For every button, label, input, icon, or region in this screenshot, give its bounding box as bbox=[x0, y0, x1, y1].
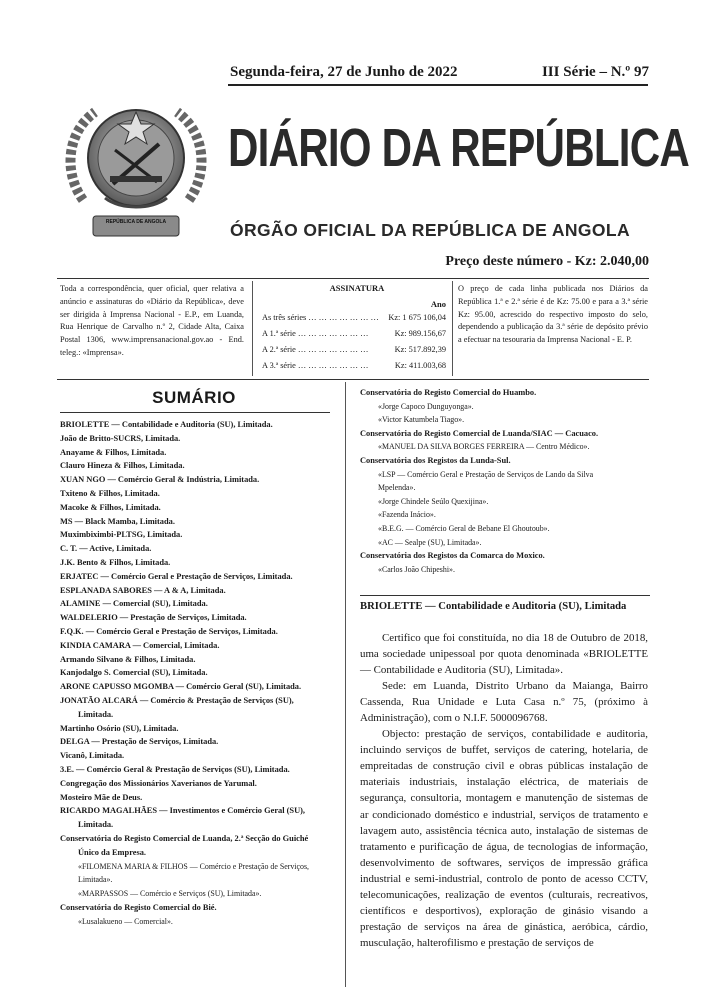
article-paragraph: Sede: em Luanda, Distrito Urbano da Maianga, Bairro Cassenda, Rua Unidade e Luta Casa n.º 75, (próximo à Administração), com o N.I.F. 5000096768. bbox=[360, 680, 648, 725]
list-item: WALDELERIO — Prestação de Serviços, Limitada. bbox=[60, 613, 247, 623]
list-item: JONATÃO ALCARÁ — Comércio & Prestação de Serviços (SU), bbox=[60, 695, 294, 705]
list-item: Martinho Osório (SU), Limitada. bbox=[60, 723, 179, 733]
list-item: Txiteno & Filhos, Limitada. bbox=[60, 488, 160, 498]
subscription-value: Kz: 1 675 106,04 bbox=[388, 313, 446, 322]
sumario-list bbox=[60, 418, 340, 928]
list-item: Muximbiximbi-PLTSG, Limitada. bbox=[60, 530, 183, 540]
subscription-row bbox=[262, 361, 446, 370]
list-item: XUAN NGO — Comércio Geral & Indústria, Limitada. bbox=[60, 475, 260, 485]
list-item: «AC — Sealpe (SU), Limitada». bbox=[378, 537, 482, 547]
list-item: «Jorge Chindele Seúlo Quexijina». bbox=[378, 496, 489, 506]
list-item: C. T. — Active, Limitada. bbox=[60, 544, 152, 554]
sumario-title: SUMÁRIO bbox=[152, 388, 236, 407]
list-item: Macoke & Filhos, Limitada. bbox=[60, 502, 161, 512]
column-divider bbox=[452, 281, 453, 376]
article-paragraph: Objecto: prestação de serviços, contabilidade e auditoria, incluindo serviços de buffet, serviços de catering, hotelaria, de empreitadas de construção civil e obras públicas instalação de materiais industriais, instalação eléctrica, de materiais de segurança, consultoria, montagem e manutenção de sistemas de ar condicionado doméstico e industrial, serviços de tratamento e lavagem auto, assistência técnica auto, instalação de sistemas de tratamento e purificação de água, de tecnologias de informação, desenvolvimento de softwares, serviços de impressão gráfica industrial e semi-industrial, controlo de ponto de acesso CCTV, telecomunicações, realização de eventos (culturais, recreativos, científicos e desportivos), exploração de ginásio visando a prestação de serviços na área de ginástica, aeróbica, cárdio, musculação, halterofilismo e prestação de serviços de bbox=[360, 728, 648, 949]
list-item: MS — Black Mamba, Limitada. bbox=[60, 516, 175, 526]
list-item: ESPLANADA SABORES — A & A, Limitada. bbox=[60, 585, 226, 595]
subscription-dots: … … … … … … … bbox=[297, 329, 369, 338]
subscription-dots: … … … … … … … bbox=[308, 313, 379, 322]
list-item: «Lusalakueno — Comercial». bbox=[78, 916, 173, 926]
article-divider bbox=[360, 595, 650, 596]
subscription-label: A 1.ª série bbox=[262, 329, 296, 338]
list-item: João de Britto-SUCRS, Limitada. bbox=[60, 433, 181, 443]
list-item: «MANUEL DA SILVA BORGES FERREIRA — Centro Médico». bbox=[378, 442, 590, 452]
list-item: Único da Empresa. bbox=[78, 847, 147, 857]
list-item: ALAMINE — Comercial (SU), Limitada. bbox=[60, 599, 208, 609]
subscription-title: ASSINATURA bbox=[329, 283, 385, 293]
list-item: ARONE CAPUSSO MGOMBA — Comércio Geral (SU), Limitada. bbox=[60, 682, 302, 692]
list-item: F.Q.K. — Comércio Geral e Prestação de Serviços, Limitada. bbox=[60, 626, 278, 636]
registry-list bbox=[360, 386, 650, 576]
list-item: «LSP — Comércio Geral e Prestação de Serviços de Lando da Silva bbox=[378, 469, 594, 479]
list-item: DELGA — Prestação de Serviços, Limitada. bbox=[60, 737, 219, 747]
article-paragraph: Certifico que foi constituída, no dia 18 de Outubro de 2018, uma sociedade unipessoal por quota denominada «BRIOLETTE — Contabilidade e Auditoria (SU), Limitada». bbox=[360, 632, 648, 677]
subscription-label: A 3.ª série bbox=[262, 361, 296, 370]
list-item: ERJATEC — Comércio Geral e Prestação de Serviços, Limitada. bbox=[60, 571, 293, 581]
list-item: Mosteiro Mãe de Deus. bbox=[60, 792, 143, 802]
list-item: «Jorge Capoco Dunguyonga». bbox=[378, 401, 474, 411]
list-item: Kanjodalgo S. Comercial (SU), Limitada. bbox=[60, 668, 208, 678]
list-item: «Fazenda Inácio». bbox=[378, 510, 436, 520]
subscription-year-label: Ano bbox=[430, 299, 446, 309]
issue-serie: III Série – N.º 97 bbox=[541, 64, 649, 80]
subscription-row bbox=[262, 329, 446, 338]
list-item: Armando Silvano & Filhos, Limitada. bbox=[60, 654, 196, 664]
subscription-row bbox=[262, 345, 446, 354]
subscription-label: As três séries bbox=[262, 313, 307, 322]
list-item: Conservatória do Registo Comercial de Luanda, 2.ª Secção do Guiché bbox=[60, 833, 309, 843]
subscription-value: Kz: 411.003,68 bbox=[394, 361, 446, 370]
list-item: RICARDO MAGALHÃES — Investimentos e Comércio Geral (SU), bbox=[60, 806, 306, 816]
list-item: J.K. Bento & Filhos, Limitada. bbox=[60, 557, 171, 567]
list-item: Vicanô, Limitada. bbox=[60, 751, 125, 761]
header-divider bbox=[228, 84, 648, 86]
column-divider bbox=[252, 281, 253, 376]
list-item: «B.E.G. — Comércio Geral de Bebane El Ghoutoub». bbox=[378, 523, 550, 533]
subscription-row bbox=[262, 313, 446, 322]
issue-date: Segunda-feira, 27 de Junho de 2022 bbox=[230, 64, 458, 80]
list-item: Clauro Hineza & Filhos, Limitada. bbox=[60, 461, 185, 471]
list-item: Conservatória do Registo Comercial do Bié. bbox=[60, 902, 217, 912]
page-title: DIÁRIO DA REPÚBLICA bbox=[228, 118, 689, 178]
subscription-dots: … … … … … … … bbox=[297, 345, 369, 354]
list-item: 3.E. — Comércio Geral & Prestação de Serviços (SU), Limitada. bbox=[60, 764, 290, 774]
list-item: Mpelenda». bbox=[378, 483, 416, 493]
list-item: Conservatória do Registo Comercial do Huambo. bbox=[360, 388, 537, 397]
emblem-label: REPÚBLICA DE ANGOLA bbox=[105, 219, 167, 225]
list-item: Limitada. bbox=[78, 820, 114, 830]
correspondence-note: Toda a correspondência, quer oficial, quer relativa a anúncio e assinaturas do «Diário da República», deve ser dirigida à Imprensa Nacional - E.P., em Luanda, Rua Henrique de Carvalho n.º 2, Cidade Alta, Caixa Postal 1306, www.imprensanacional.gov.ao - End. teleg.: «Imprensa». bbox=[60, 284, 244, 357]
subscription-dots: … … … … … … … bbox=[297, 361, 369, 370]
list-item: «MARPASSOS — Comércio e Serviços (SU), Limitada». bbox=[78, 889, 262, 899]
column-divider bbox=[345, 382, 346, 987]
list-item: Conservatória do Registo Comercial de Luanda/SIAC — Cacuaco. bbox=[360, 428, 599, 438]
list-item: Conservatória dos Registos da Comarca do Moxico. bbox=[360, 551, 545, 561]
list-item: BRIOLETTE — Contabilidade e Auditoria (SU), Limitada. bbox=[60, 420, 273, 429]
angola-emblem-icon bbox=[55, 92, 217, 240]
subscription-value: Kz: 989.156,67 bbox=[394, 329, 446, 338]
list-item: «Victor Katumbela Tiago». bbox=[378, 415, 465, 425]
issue-price: Preço deste número - Kz: 2.040,00 bbox=[445, 254, 649, 269]
list-item: Limitada. bbox=[78, 709, 114, 719]
sumario-divider bbox=[60, 412, 330, 413]
subscription-value: Kz: 517.892,39 bbox=[394, 345, 446, 354]
list-item: Limitada». bbox=[78, 875, 113, 885]
list-item: Congregação dos Missionários Xaverianos de Yarumal. bbox=[60, 778, 257, 788]
list-item: Conservatória dos Registos da Lunda-Sul. bbox=[360, 455, 511, 465]
list-item: «FILOMENA MARIA & FILHOS — Comércio e Prestação de Serviços, bbox=[78, 861, 309, 871]
page-subtitle: ÓRGÃO OFICIAL DA REPÚBLICA DE ANGOLA bbox=[230, 220, 631, 240]
list-item: «Carlos João Chipeshi». bbox=[378, 564, 455, 574]
subscription-label: A 2.ª série bbox=[262, 345, 296, 354]
list-item: KINDIA CAMARA — Comercial, Limitada. bbox=[60, 640, 220, 650]
article-body bbox=[360, 630, 648, 951]
price-note: O preço de cada linha publicada nos Diários da República 1.ª e 2.ª série é de Kz: 75.00 e para a 3.ª série Kz: 95.00, acrescido do respectivo imposto do selo, dependendo a publicação da 3.ª série de depósito prévio a efectuar na tesouraria da Imprensa Nacional - E. P. bbox=[458, 284, 648, 345]
article-title: BRIOLETTE — Contabilidade e Auditoria (SU), Limitada bbox=[360, 601, 627, 612]
list-item: Anayame & Filhos, Limitada. bbox=[60, 447, 167, 457]
